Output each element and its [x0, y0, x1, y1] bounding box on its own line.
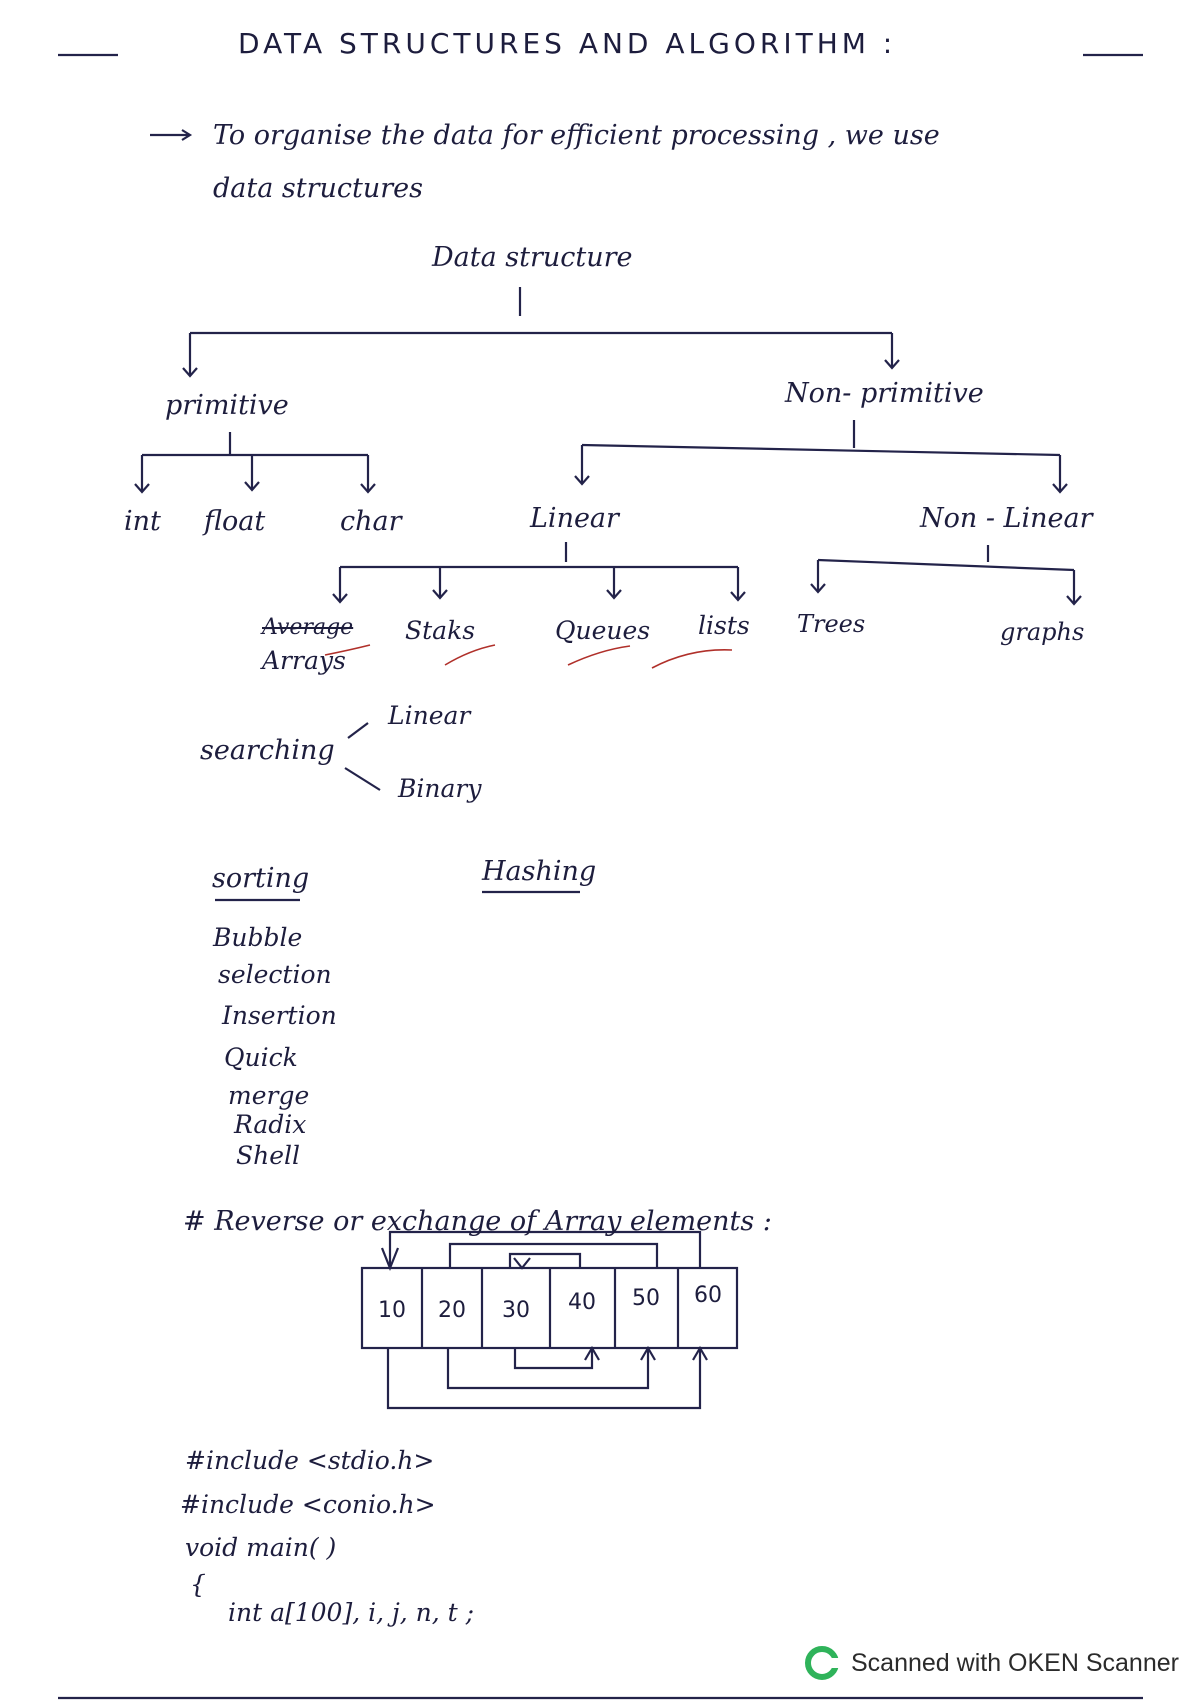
non-linear-label: Non - Linear	[920, 503, 1093, 534]
code-line: void main( )	[185, 1533, 337, 1562]
array-cell: 10	[378, 1298, 406, 1323]
scanner-logo-icon	[805, 1646, 839, 1680]
tree-root-label: Data structure	[432, 242, 633, 273]
linear-child-queues: Queues	[555, 616, 651, 645]
scanner-brand-text: Scanned with OKEN Scanner	[851, 1648, 1179, 1677]
sorting-item: Insertion	[222, 1001, 337, 1030]
intro-line-2: data structures	[213, 173, 424, 204]
array-cell: 60	[694, 1283, 722, 1308]
code-line: int a[100], i, j, n, t ;	[228, 1598, 475, 1627]
array-cell: 40	[568, 1290, 596, 1315]
primitive-child-float: float	[204, 506, 266, 537]
scanner-watermark	[805, 1646, 1179, 1680]
searching-binary: Binary	[398, 774, 482, 803]
primitive-child-int: int	[124, 506, 161, 537]
array-cell: 30	[502, 1298, 530, 1323]
intro-line-1: To organise the data for efficient processing , we use	[213, 120, 940, 151]
code-line: #include <stdio.h>	[185, 1446, 435, 1475]
linear-child-stacks: Staks	[405, 616, 476, 645]
linear-child-lists: lists	[698, 611, 750, 640]
linear-label: Linear	[530, 503, 619, 534]
reverse-heading: # Reverse or exchange of Array elements :	[183, 1206, 772, 1237]
sorting-item: Shell	[236, 1141, 301, 1170]
sorting-item: selection	[218, 960, 332, 989]
sorting-item: Bubble	[213, 923, 303, 952]
array-cell: 20	[438, 1298, 466, 1323]
sorting-item: Radix	[234, 1110, 307, 1139]
hashing-label: Hashing	[482, 856, 597, 887]
page-title: DATA STRUCTURES AND ALGORITHM :	[238, 27, 897, 60]
code-line: #include <conio.h>	[180, 1490, 436, 1519]
sorting-label: sorting	[212, 863, 310, 894]
non-linear-child-trees: Trees	[797, 610, 866, 638]
array-cell: 50	[632, 1286, 660, 1311]
searching-label: searching	[200, 735, 335, 766]
non-primitive-label: Non- primitive	[785, 378, 984, 409]
code-line: {	[190, 1570, 206, 1599]
sorting-item: merge	[228, 1081, 310, 1110]
sorting-item: Quick	[224, 1043, 298, 1072]
primitive-child-char: char	[340, 506, 402, 537]
primitive-label: primitive	[165, 390, 289, 421]
searching-linear: Linear	[388, 701, 471, 730]
struck-out-word: Average	[262, 615, 354, 640]
linear-child-arrays: Arrays	[262, 646, 346, 675]
non-linear-child-graphs: graphs	[1000, 618, 1085, 646]
